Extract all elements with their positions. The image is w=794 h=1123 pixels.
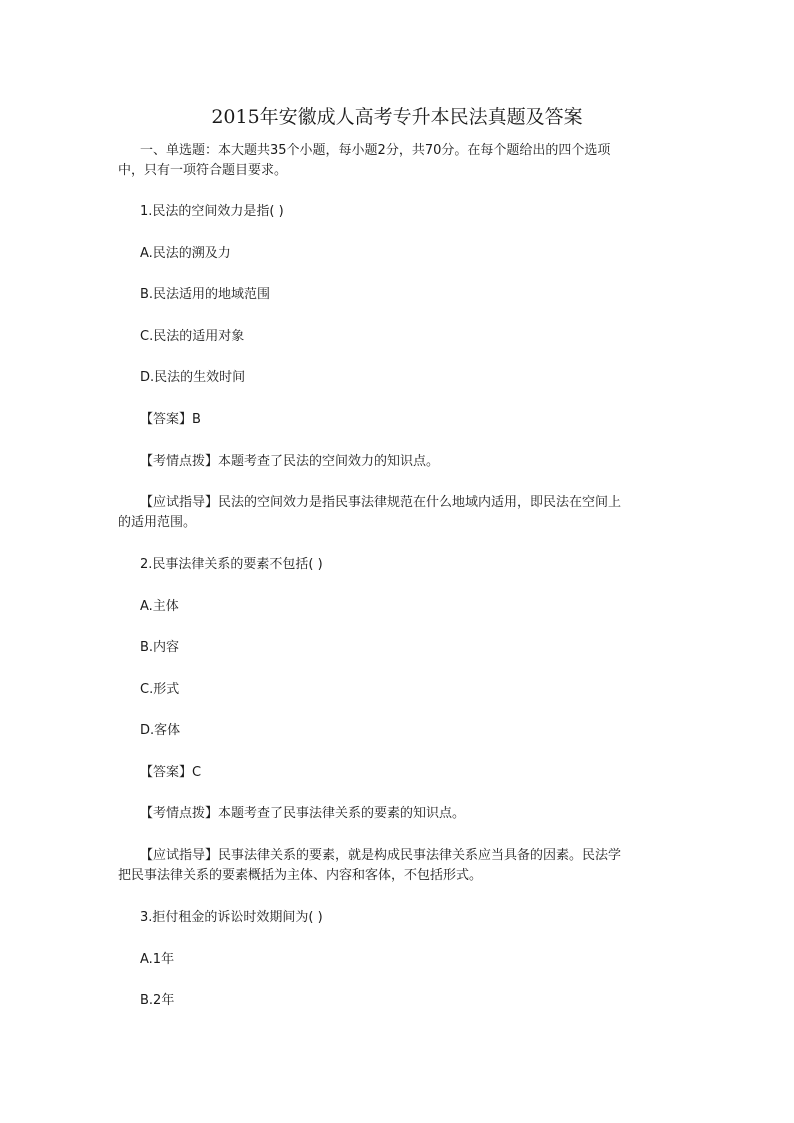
question-2: 2.民事法律关系的要素不包括( ) — [140, 557, 323, 572]
q1-answer: 【答案】B — [140, 412, 201, 427]
q3-option-b: B.2年 — [140, 993, 175, 1008]
q3-option-a: A.1年 — [140, 952, 175, 967]
q2-option-d: D.客体 — [140, 723, 181, 738]
q2-guidance-line-1: 【应试指导】民事法律关系的要素，就是构成民事法律关系应当具备的因素。民法学 — [140, 848, 622, 863]
q1-option-c: C.民法的适用对象 — [140, 329, 245, 344]
q2-option-c: C.形式 — [140, 682, 180, 697]
question-3: 3.拒付租金的诉讼时效期间为( ) — [140, 910, 323, 925]
q2-option-a: A.主体 — [140, 599, 179, 614]
q1-guidance-line-1: 【应试指导】民法的空间效力是指民事法律规范在什么地域内适用，即民法在空间上 — [140, 495, 622, 510]
q1-option-a: A.民法的溯及力 — [140, 246, 231, 261]
q1-analysis: 【考情点拨】本题考查了民法的空间效力的知识点。 — [140, 454, 440, 469]
document-title: 2015年安徽成人高考专升本民法真题及答案 — [211, 106, 583, 128]
q1-option-b: B.民法适用的地域范围 — [140, 287, 271, 302]
section-intro-line-1: 一、单选题：本大题共35个小题，每小题2分，共70分。在每个题给出的四个选项 — [140, 143, 611, 158]
q2-guidance-line-2: 把民事法律关系的要素概括为主体、内容和客体，不包括形式。 — [118, 868, 483, 883]
q1-guidance-line-2: 的适用范围。 — [118, 515, 197, 530]
question-1: 1.民法的空间效力是指( ) — [140, 204, 284, 219]
q1-option-d: D.民法的生效时间 — [140, 370, 246, 385]
q2-answer: 【答案】C — [140, 765, 202, 780]
section-intro-line-2: 中，只有一项符合题目要求。 — [118, 163, 288, 178]
q2-option-b: B.内容 — [140, 640, 180, 655]
q2-analysis: 【考情点拨】本题考查了民事法律关系的要素的知识点。 — [140, 806, 466, 821]
